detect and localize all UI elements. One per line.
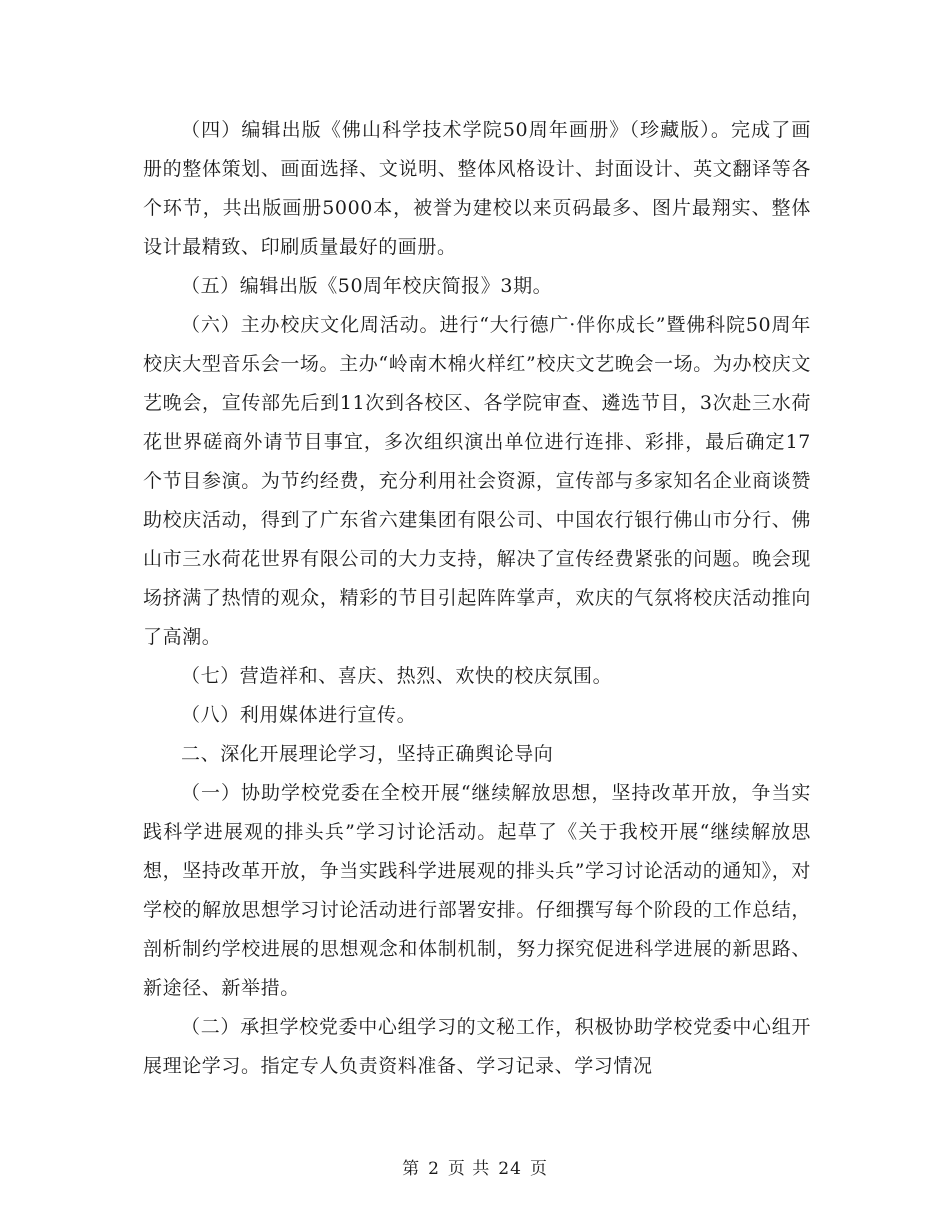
- paragraph-section-8: （八）利用媒体进行宣传。: [181, 704, 417, 726]
- footer-current-page: 2: [428, 1159, 440, 1179]
- footer-middle: 页 共: [447, 1159, 491, 1179]
- footer-suffix: 页: [529, 1159, 548, 1179]
- paragraph-section-7: （七）营造祥和、喜庆、热烈、欢快的校庆氛围。: [181, 665, 613, 687]
- section-heading-2: 二、深化开展理论学习，坚持正确舆论导向: [181, 743, 554, 765]
- page-footer: [0, 1154, 950, 1179]
- paragraph-subsection-2: （二）承担学校党委中心组学习的文秘工作，积极协助学校党委中心组开展理论学习。指定专人负责资料准备、学习记录、学习情况: [143, 1016, 811, 1077]
- paragraph-section-6: （六）主办校庆文化周活动。进行“大行德广·伴你成长”暨佛科院50周年校庆大型音乐会一场。主办“岭南木棉火样红”校庆文艺晚会一场。为办校庆文艺晚会，宣传部先后到11次到各校区、各学院审查、遴选节目，3次赴三水荷花世界磋商外请节目事宜，多次组织演出单位进行连排、彩排，最后确定17个节目参演。为节约经费，充分利用社会资源，宣传部与多家知名企业商谈赞助校庆活动，得到了广东省六建集团有限公司、中国农行银行佛山市分行、佛山市三水荷花世界有限公司的大力支持，解决了宣传经费紧张的问题。晚会现场挤满了热情的观众，精彩的节目引起阵阵掌声，欢庆的气氛将校庆活动推向了高潮。: [143, 314, 811, 648]
- paragraph-subsection-1: （一）协助学校党委在全校开展“继续解放思想，坚持改革开放，争当实践科学进展观的排头兵”学习讨论活动。起草了《关于我校开展“继续解放思想，坚持改革开放，争当实践科学进展观的排头兵”学习讨论活动的通知》，对学校的解放思想学习讨论活动进行部署安排。仔细撰写每个阶段的工作总结，剖析制约学校进展的思想观念和体制机制，努力探究促进科学进展的新思路、新途径、新举措。: [143, 782, 811, 999]
- footer-total-pages: 24: [498, 1159, 522, 1179]
- paragraph-section-5: （五）编辑出版《50周年校庆简报》3期。: [181, 275, 553, 297]
- document-body: [143, 111, 811, 1086]
- paragraph-section-4: （四）编辑出版《佛山科学技术学院50周年画册》（珍藏版）。完成了画册的整体策划、画面选择、文说明、整体风格设计、封面设计、英文翻译等各个环节，共出版画册5000本，被誉为建校以来页码最多、图片最翔实、整体设计最精致、印刷质量最好的画册。: [143, 119, 811, 258]
- footer-prefix: 第: [402, 1159, 421, 1179]
